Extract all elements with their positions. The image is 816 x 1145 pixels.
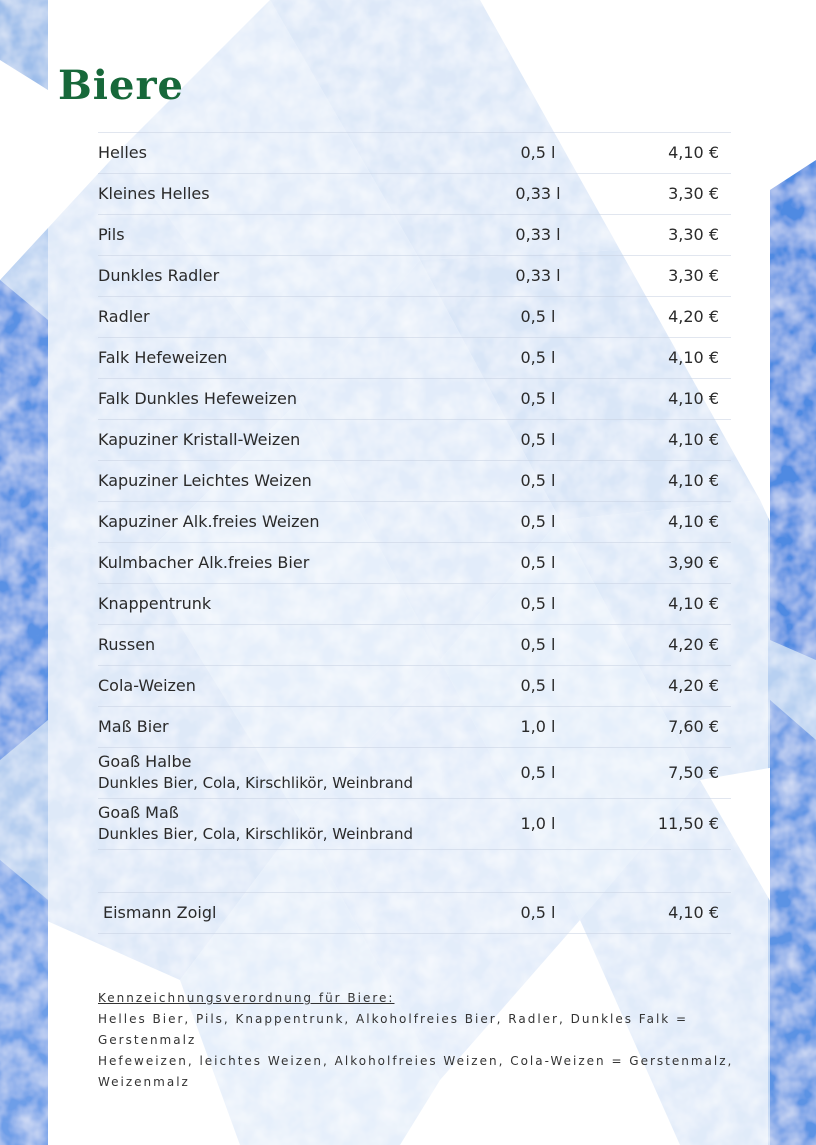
item-price: 4,10 € [668,348,719,367]
item-name: Maß Bier [98,717,169,736]
item-price: 4,20 € [668,676,719,695]
list-item [98,799,731,850]
list-item [98,174,731,215]
item-name: Kapuziner Leichtes Weizen [98,471,312,490]
item-price: 7,50 € [668,763,719,782]
list-item [98,543,731,584]
item-price: 4,10 € [668,903,719,922]
item-volume: 0,5 l [520,763,556,782]
item-price: 7,60 € [668,717,719,736]
list-item [98,584,731,625]
notes-line: Hefeweizen, leichtes Weizen, Alkoholfreies Weizen, Cola-Weizen = Gerstenmalz, Weizenmalz [98,1054,734,1089]
item-volume: 0,5 l [520,307,556,326]
item-volume: 1,0 l [520,717,556,736]
item-name: Falk Hefeweizen [98,348,228,367]
item-volume: 0,33 l [515,225,561,244]
labeling-notes [98,988,738,1093]
item-name: Dunkles Radler [98,266,220,285]
item-name: Radler [98,307,150,326]
item-price: 3,30 € [668,266,719,285]
page-title: Biere [58,62,184,109]
list-item [98,379,731,420]
item-volume: 0,5 l [520,430,556,449]
list-item [98,707,731,748]
item-name: Kapuziner Kristall-Weizen [98,430,301,449]
item-volume: 0,33 l [515,184,561,203]
item-description: Dunkles Bier, Cola, Kirschlikör, Weinbrand [98,825,414,843]
item-price: 4,10 € [668,389,719,408]
item-volume: 0,5 l [520,512,556,531]
list-item [98,893,731,934]
notes-heading: Kennzeichnungsverordnung für Biere: [98,991,395,1005]
item-name: Eismann Zoigl [103,903,217,922]
list-item [98,215,731,256]
item-volume: 1,0 l [520,814,556,833]
item-name: Helles [98,143,147,162]
item-name: Falk Dunkles Hefeweizen [98,389,298,408]
spacer-row [98,850,731,893]
item-price: 4,10 € [668,143,719,162]
item-price: 4,20 € [668,307,719,326]
item-price: 4,10 € [668,512,719,531]
list-item [98,461,731,502]
beer-list [98,132,731,934]
item-name: Goaß Maß [98,803,179,822]
list-item [98,297,731,338]
list-item [98,256,731,297]
item-name: Russen [98,635,156,654]
item-name: Cola-Weizen [98,676,196,695]
item-volume: 0,5 l [520,348,556,367]
item-volume: 0,5 l [520,676,556,695]
item-volume: 0,5 l [520,553,556,572]
item-volume: 0,5 l [520,635,556,654]
item-name: Kleines Helles [98,184,210,203]
list-item [98,338,731,379]
item-volume: 0,5 l [520,389,556,408]
item-volume: 0,5 l [520,471,556,490]
item-volume: 0,5 l [520,903,556,922]
item-price: 3,30 € [668,184,719,203]
item-volume: 0,33 l [515,266,561,285]
list-item [98,133,731,174]
item-name: Pils [98,225,125,244]
list-item [98,625,731,666]
item-name: Kapuziner Alk.freies Weizen [98,512,320,531]
item-price: 3,30 € [668,225,719,244]
list-item [98,748,731,799]
menu-page [48,0,768,1145]
item-price: 3,90 € [668,553,719,572]
item-price: 4,10 € [668,430,719,449]
list-item [98,666,731,707]
list-item [98,502,731,543]
item-description: Dunkles Bier, Cola, Kirschlikör, Weinbrand [98,774,414,792]
notes-line: Helles Bier, Pils, Knappentrunk, Alkoholfreies Bier, Radler, Dunkles Falk = Gerstenmalz [98,1012,689,1047]
list-item [98,420,731,461]
item-volume: 0,5 l [520,594,556,613]
item-name: Kulmbacher Alk.freies Bier [98,553,310,572]
item-name: Goaß Halbe [98,752,192,771]
item-price: 4,10 € [668,471,719,490]
item-price: 4,10 € [668,594,719,613]
item-price: 11,50 € [657,814,719,833]
item-price: 4,20 € [668,635,719,654]
item-name: Knappentrunk [98,594,212,613]
item-volume: 0,5 l [520,143,556,162]
